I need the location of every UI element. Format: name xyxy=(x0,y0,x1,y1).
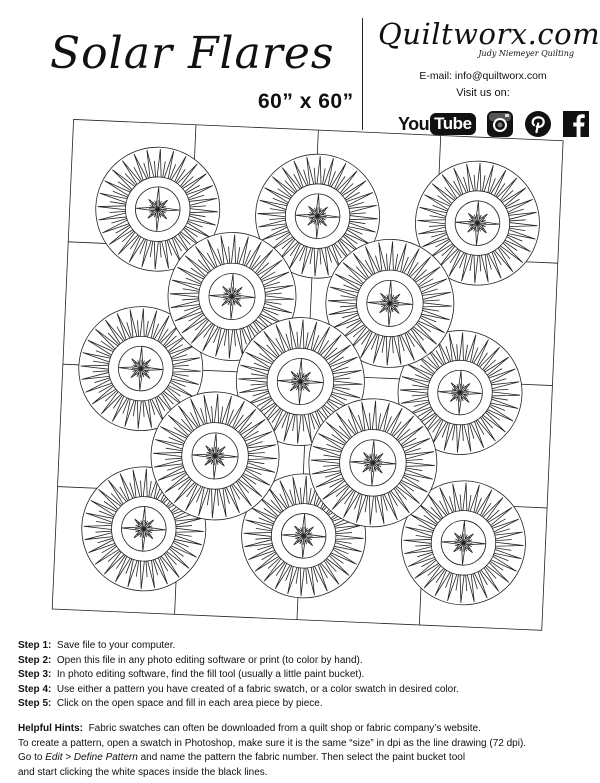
visit-us-label: Visit us on: xyxy=(456,87,510,99)
quilt-size: 60” x 60” xyxy=(258,90,354,113)
brand-tagline: Judy Niemeyer Quilting xyxy=(478,49,574,58)
step-2: Step 2: Open this file in any photo editing software or print (to color by hand). xyxy=(18,654,363,666)
step-1: Step 1: Save file to your computer. xyxy=(18,640,176,651)
step-4: Step 4: Use either a pattern you have created of a fabric swatch, or a color swatch in desired color. xyxy=(18,683,459,695)
youtube-tube-text: Tube xyxy=(430,113,475,135)
contact-email[interactable]: E-mail: info@quiltworx.com xyxy=(419,70,547,82)
pattern-title: Solar Flares xyxy=(50,28,335,79)
quiltworx-logo: Quiltworx.com xyxy=(378,17,600,51)
hint-line-2: To create a pattern, open a swatch in Photoshop, make sure it is the same “size” in dpi as the line drawing (72 dpi). xyxy=(18,737,527,749)
hint-line-3: Go to Edit > Define Pattern and name the pattern the fabric number. Then select the paint bucket tool xyxy=(18,752,466,764)
hint-line-4: and start clicking the white spaces inside the black lines. xyxy=(18,766,268,778)
step-3: Step 3: In photo editing software, find the fill tool (usually a little paint bucket). xyxy=(18,669,365,681)
youtube-you-text: You xyxy=(398,113,430,134)
step-5: Step 5: Click on the open space and fill in each area piece by piece. xyxy=(18,698,323,710)
hint-line-1: Helpful Hints: Fabric swatches can often be downloaded from a quilt shop or fabric company’s website. xyxy=(18,722,481,734)
instructions xyxy=(18,639,588,780)
helpful-hints xyxy=(18,722,588,780)
